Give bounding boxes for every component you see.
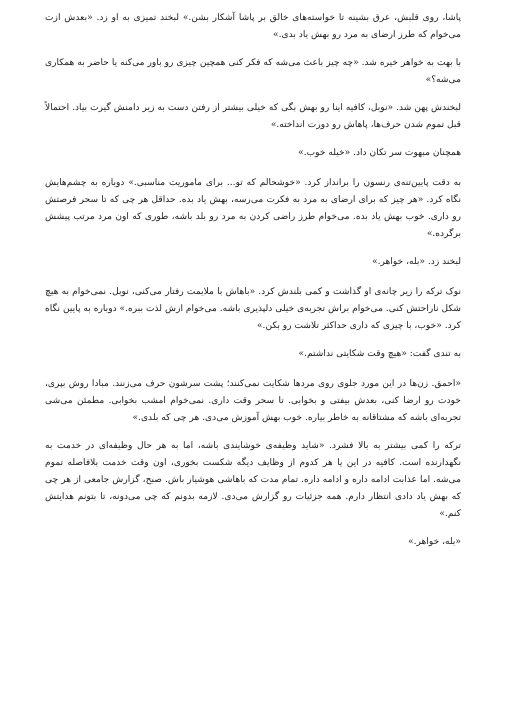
paragraph-7: نوک ترکه را زیر چانه‌ی او گذاشت و کمی بلندش کرد. «باهاش با ملایمت رفتار می‌کنی، نوبل. نمی‌خوام به هیچ شکل ناراحتش کنی. می‌خوام براش تجربه‌ی خیلی دلپذیری باشه. می‌خوام ازش لذت ببره.» دوباره به پایین نگاه کرد. «خوب، با چیزی که داری حداکثر تلاشت رو بکن.» (45, 287, 461, 331)
paragraph-5: به دقت پایین‌تنه‌ی رنسون را برانداز کرد. «خوشحالم که تو... برای ماموریت مناسبی.» دوباره به چشم‌هایش نگاه کرد. «هر چیز که برای ارضای به مرد به فکرت می‌رسه، بهش یاد بده. حداقل هر چی که تا سحر فرصتش رو داری. خوب بهش یاد بده. می‌خوام طرز راضی کردن به مرد رو بلد باشه، طوری که اون مرد مرتب پیشش برگرده.» (45, 178, 461, 239)
paragraph-3: لبخندش پهن شد. «نوبل، کافیه اینا رو بهش بگی که خیلی بیشتر از رفتن دست به زیر دامنش گیرت بیاد. احتمالاً قبل تموم شدن حرف‌ها، پاهاش رو دورت انداخته.» (45, 103, 461, 130)
paragraph-10: ترکه را کمی بیشتر به بالا فشرد. «شاید وظیفه‌ی خوشایندی باشه، اما به هر حال وظیفه‌ای در خدمت به نگهدارنده است. کافیه در این یا هر کدوم از وظایف دیگه شکست بخوری، اون وقت خدمت بلافاصله تموم می‌شه. اما عذابت ادامه داره و ادامه داره. تمام مدت که باهاشی هوشیار باش. صبح، گزارش جامعی از هر چی که بهش یاد دادی انتظار دارم. همه جزئیات رو گزارش می‌دی. لازمه بدونم که چی می‌دونه، تا بتونم هدایتش کنم.» (45, 441, 461, 519)
paragraph-4: همچنان مبهوت سر تکان داد. «خیله خوب.» (298, 148, 461, 158)
paragraph-8: به تندی گفت: «هیچ وقت شکایتی نداشتم.» (298, 349, 461, 359)
paragraph-9: «احمق. زن‌ها در این مورد جلوی روی مردها شکایت نمی‌کنند؛ پشت سرشون حرف می‌زنند. مبادا روش بپری، خودت رو ارضا کنی، بعدش بیفتی و بخوابی. تا سحر وقت داری. نمی‌خوام امشب بخوابی. مطمئن می‌شی تجربه‌ای باشه که مشتاقانه به خاطر بیاره. خوب بهش آموزش می‌دی. هر چی که بلدی.» (45, 379, 461, 423)
paragraph-1: پاشا، روی قلبش، عرق بشینه تا خواسته‌های خالق بر پاشا آشکار بشن.» لبخند تمیزی به او زد. «بعدش ازت می‌خوام که طرز ارضای به مرد رو بهش یاد بدی.» (45, 13, 461, 40)
paragraph-2: با بهت به خواهر خیره شد. «چه چیز باعث می‌شه که فکر کنی همچین چیزی رو باور می‌کنه یا حاضر به همکاری می‌شه؟» (45, 58, 461, 85)
paragraph-11: «بله، خواهر.» (408, 537, 461, 547)
paragraph-6: لبخند زد. «بله، خواهر.» (372, 257, 461, 267)
